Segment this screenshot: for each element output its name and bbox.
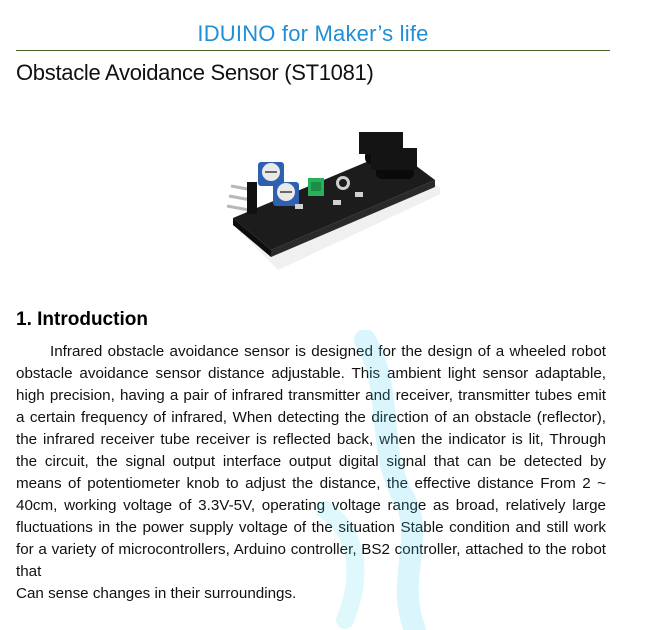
introduction-body xyxy=(16,341,606,605)
introduction-last-line: Can sense changes in their surroundings. xyxy=(16,585,297,602)
page-header xyxy=(16,18,610,51)
header-title: IDUINO for Maker’s life xyxy=(197,21,429,46)
section-heading-introduction: 1. Introduction xyxy=(16,309,148,330)
document-title: Obstacle Avoidance Sensor (ST1081) xyxy=(16,60,374,85)
sensor-module-illustration xyxy=(183,100,440,290)
introduction-paragraph: Infrared obstacle avoidance sensor is designed for the design of a wheeled robot obstacle avoidance sensor distance adjustable. This ambient light sensor adaptable, high precision, having a pair of infrared transmitter and receiver, transmitter tubes emit a certain frequency of infrared, When detecting the direction of an obstacle (reflector), the infrared receiver tube receiver is reflected back, when the indicator is lit, Through the circuit, the signal output interface output digital signal that can be detected by means of potentiometer knob to adjust the distance, the effective distance From 2 ~ 40cm, working voltage of 3.3V-5V, operating voltage range as broad, relatively large fluctuations in the power supply voltage of the situation Stable condition and still work for a variety of microcontrollers, Arduino controller, BS2 controller, attached to the robot that xyxy=(16,343,606,580)
sensor-module-photo xyxy=(183,100,440,290)
